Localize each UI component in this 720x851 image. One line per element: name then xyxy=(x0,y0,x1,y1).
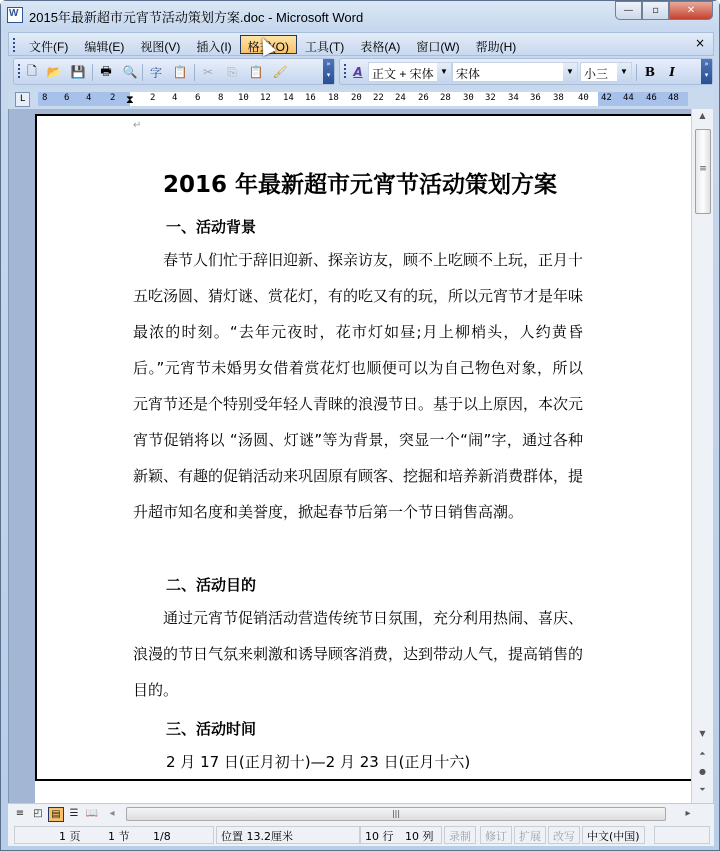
select-browse-object-icon[interactable]: ● xyxy=(699,767,706,776)
menu-tools[interactable]: 工具(T) xyxy=(304,40,345,54)
toolbar-separator xyxy=(194,64,195,81)
style-combo[interactable] xyxy=(368,62,452,82)
document-title: 2016 年最新超市元宵节活动策划方案 xyxy=(163,172,558,198)
ruler-tick: 34 xyxy=(508,93,519,103)
status-extend[interactable]: 扩展 xyxy=(514,826,546,844)
font-size-combo[interactable] xyxy=(580,62,632,82)
title-bar xyxy=(1,1,719,31)
previous-page-icon[interactable]: ⏶ xyxy=(699,749,706,758)
scroll-right-icon[interactable]: ▸ xyxy=(685,808,691,819)
page[interactable] xyxy=(35,781,691,803)
ruler-tick: 14 xyxy=(283,93,294,103)
spelling-icon[interactable]: 字 xyxy=(149,65,162,80)
status-record[interactable]: 录制 xyxy=(444,826,476,844)
ruler-tick: 38 xyxy=(553,93,564,103)
normal-view-icon[interactable]: ≡ xyxy=(15,808,25,819)
next-page-icon[interactable]: ⏷ xyxy=(699,785,706,794)
menu-file[interactable]: 文件(F) xyxy=(29,40,69,54)
italic-button[interactable]: I xyxy=(669,65,675,79)
ruler-tick: 30 xyxy=(463,93,474,103)
print-layout-view-icon[interactable]: ▤ xyxy=(48,807,64,822)
chevron-down-icon[interactable]: ▼ xyxy=(437,63,451,81)
minimize-button[interactable]: — xyxy=(615,1,642,20)
ruler-tick: 4 xyxy=(172,93,178,103)
ruler-tick: 44 xyxy=(623,93,634,103)
scroll-down-icon[interactable]: ▼ xyxy=(699,729,706,738)
section-body: 2 月 17 日(正月初十)—2 月 23 日(正月十六) xyxy=(166,753,471,771)
word-app-icon[interactable] xyxy=(7,7,23,23)
ruler-tick: 26 xyxy=(418,93,429,103)
styles-formatting-icon[interactable]: A xyxy=(353,65,363,79)
style-value: 正文 + 宋体 xyxy=(372,67,434,81)
status-page: 1 页 xyxy=(59,830,81,843)
section-heading: 一、活动背景 xyxy=(166,218,257,236)
status-track-changes[interactable]: 修订 xyxy=(480,826,512,844)
ruler-tick: 48 xyxy=(668,93,679,103)
font-value: 宋体 xyxy=(456,67,481,81)
horizontal-bar xyxy=(8,804,714,824)
menu-bar xyxy=(8,32,714,56)
ruler-tick: 20 xyxy=(351,93,362,103)
status-section: 1 节 xyxy=(108,830,130,843)
status-overtype[interactable]: 改写 xyxy=(548,826,580,844)
status-position: 位置 13.2厘米 xyxy=(216,826,360,844)
menu-window[interactable]: 窗口(W) xyxy=(416,40,460,54)
section-heading: 二、活动目的 xyxy=(166,576,257,594)
font-combo[interactable] xyxy=(452,62,578,82)
vertical-scrollbar[interactable] xyxy=(691,109,713,803)
toolbar-separator xyxy=(636,64,637,81)
status-column: 10 列 xyxy=(405,830,434,843)
ruler-tick: 2 xyxy=(150,93,156,103)
close-document-icon[interactable]: × xyxy=(694,36,705,50)
ruler-tick: 22 xyxy=(373,93,384,103)
ruler-tick: 12 xyxy=(260,93,271,103)
standard-toolbar xyxy=(13,58,335,85)
ruler-tick: 4 xyxy=(86,93,92,103)
menu-edit[interactable]: 编辑(E) xyxy=(84,40,125,54)
format-painter-icon[interactable]: 🖌 xyxy=(272,65,288,79)
toolbar-options-icon[interactable]: » ▾ xyxy=(323,59,334,84)
bold-button[interactable]: B xyxy=(644,65,656,79)
save-icon[interactable]: 💾 xyxy=(70,65,86,79)
paragraph-mark: ↵ xyxy=(133,120,142,131)
formatting-toolbar xyxy=(339,58,713,85)
ruler-tick: 46 xyxy=(646,93,657,103)
scroll-thumb[interactable]: ≡ xyxy=(695,129,711,214)
ruler-tick: 2 xyxy=(110,93,116,103)
ruler-tick: 36 xyxy=(530,93,541,103)
page[interactable] xyxy=(35,114,691,803)
ruler-tick: 24 xyxy=(395,93,406,103)
document-area[interactable] xyxy=(8,109,691,803)
toolbar-options-icon[interactable]: » ▾ xyxy=(701,59,712,84)
menu-help[interactable]: 帮助(H) xyxy=(475,40,517,54)
horizontal-ruler[interactable] xyxy=(38,92,688,106)
font-size-value: 小三 xyxy=(584,67,609,81)
ruler-tick: 8 xyxy=(218,93,224,103)
ruler-row xyxy=(8,89,714,109)
status-bar xyxy=(8,824,714,846)
status-page-of: 1/8 xyxy=(153,830,171,843)
chevron-down-icon[interactable]: ▼ xyxy=(617,63,631,81)
ruler-tick: 6 xyxy=(195,93,201,103)
web-layout-view-icon[interactable]: ◰ xyxy=(33,808,43,819)
outline-view-icon[interactable]: ☰ xyxy=(69,808,79,819)
cut-icon[interactable]: ✂ xyxy=(202,65,214,79)
tab-selector[interactable]: L xyxy=(15,92,30,107)
window-title: 2015年最新超市元宵节活动策划方案.doc - Microsoft Word xyxy=(29,10,364,25)
menu-view[interactable]: 视图(V) xyxy=(140,40,181,54)
chevron-down-icon[interactable]: ▼ xyxy=(563,63,577,81)
maximize-button[interactable]: ▫ xyxy=(642,1,669,20)
scroll-left-icon[interactable]: ◂ xyxy=(109,808,115,819)
ruler-tick: 32 xyxy=(485,93,496,103)
ruler-tick: 8 xyxy=(42,93,48,103)
toolbar-separator xyxy=(142,64,143,81)
scroll-up-icon[interactable]: ▲ xyxy=(699,111,706,120)
toolbar-grip[interactable] xyxy=(13,38,15,52)
open-folder-icon[interactable]: 📂 xyxy=(46,65,62,79)
ruler-tick: 28 xyxy=(440,93,451,103)
toolbar-grip[interactable] xyxy=(18,64,20,78)
status-line: 10 行 xyxy=(365,830,394,843)
toolbar-grip[interactable] xyxy=(344,64,346,78)
status-line-col xyxy=(360,826,442,844)
section-body: 通过元宵节促销活动营造传统节日氛围，充分利用热闹、喜庆、浪漫的节日气氛来刺激和诱导顾客消费，达到带动人气，提高销售的目的。 xyxy=(133,609,584,699)
ruler-tick: 16 xyxy=(305,93,316,103)
reading-view-icon[interactable]: 📖 xyxy=(85,808,99,819)
menu-insert[interactable]: 插入(I) xyxy=(196,40,232,54)
ruler-tick: 10 xyxy=(238,93,249,103)
ruler-tick: 18 xyxy=(328,93,339,103)
ruler-tick: 42 xyxy=(601,93,612,103)
toolbar-separator xyxy=(92,64,93,81)
status-spelling[interactable] xyxy=(654,826,710,844)
paste-icon[interactable]: 📋 xyxy=(248,65,264,79)
print-icon[interactable]: 🖶 xyxy=(100,63,112,78)
menu-format[interactable]: 格式(O) xyxy=(240,35,297,54)
indent-marker-icon[interactable]: ⧗ xyxy=(126,93,134,106)
menu-table[interactable]: 表格(A) xyxy=(360,40,401,54)
ruler-tick: 6 xyxy=(64,93,70,103)
close-button[interactable]: ✕ xyxy=(669,1,713,20)
ruler-tick: 40 xyxy=(578,93,589,103)
section-heading: 三、活动时间 xyxy=(166,720,257,738)
print-preview-icon[interactable]: 🔍 xyxy=(122,65,138,79)
section-body: 春节人们忙于辞旧迎新、探亲访友，顾不上吃顾不上玩，正月十五吃汤圆、猜灯谜、赏花灯，有的吃又有的玩，所以元宵节才是年味最浓的时刻。“去年元夜时，花市灯如昼;月上柳梢头，人约黄昏后。”元宵节未婚男女借着赏花灯也顺便可以为自己物色对象，所以元宵节还是个特别受年轻人青睐的浪漫节日。基于以上原因，本次元宵节促销将以 “汤圆、灯谜”等为背景，突显一个“闹”字，通过各种新颖、有趣的促销活动来巩固原有顾客、挖掘和培养新消费群体，提升超市知名度和美誉度，掀起春节后第一个节日销售高潮。 xyxy=(133,251,584,521)
horizontal-scrollbar[interactable]: ||| xyxy=(126,807,666,821)
research-icon[interactable]: 📋 xyxy=(172,65,188,79)
status-page-info xyxy=(14,826,214,844)
new-document-icon[interactable]: 🗋 xyxy=(27,63,37,78)
copy-icon[interactable]: ⎘ xyxy=(227,64,237,79)
ruler-margin-left xyxy=(38,92,130,106)
status-language: 中文(中国) xyxy=(582,826,645,844)
